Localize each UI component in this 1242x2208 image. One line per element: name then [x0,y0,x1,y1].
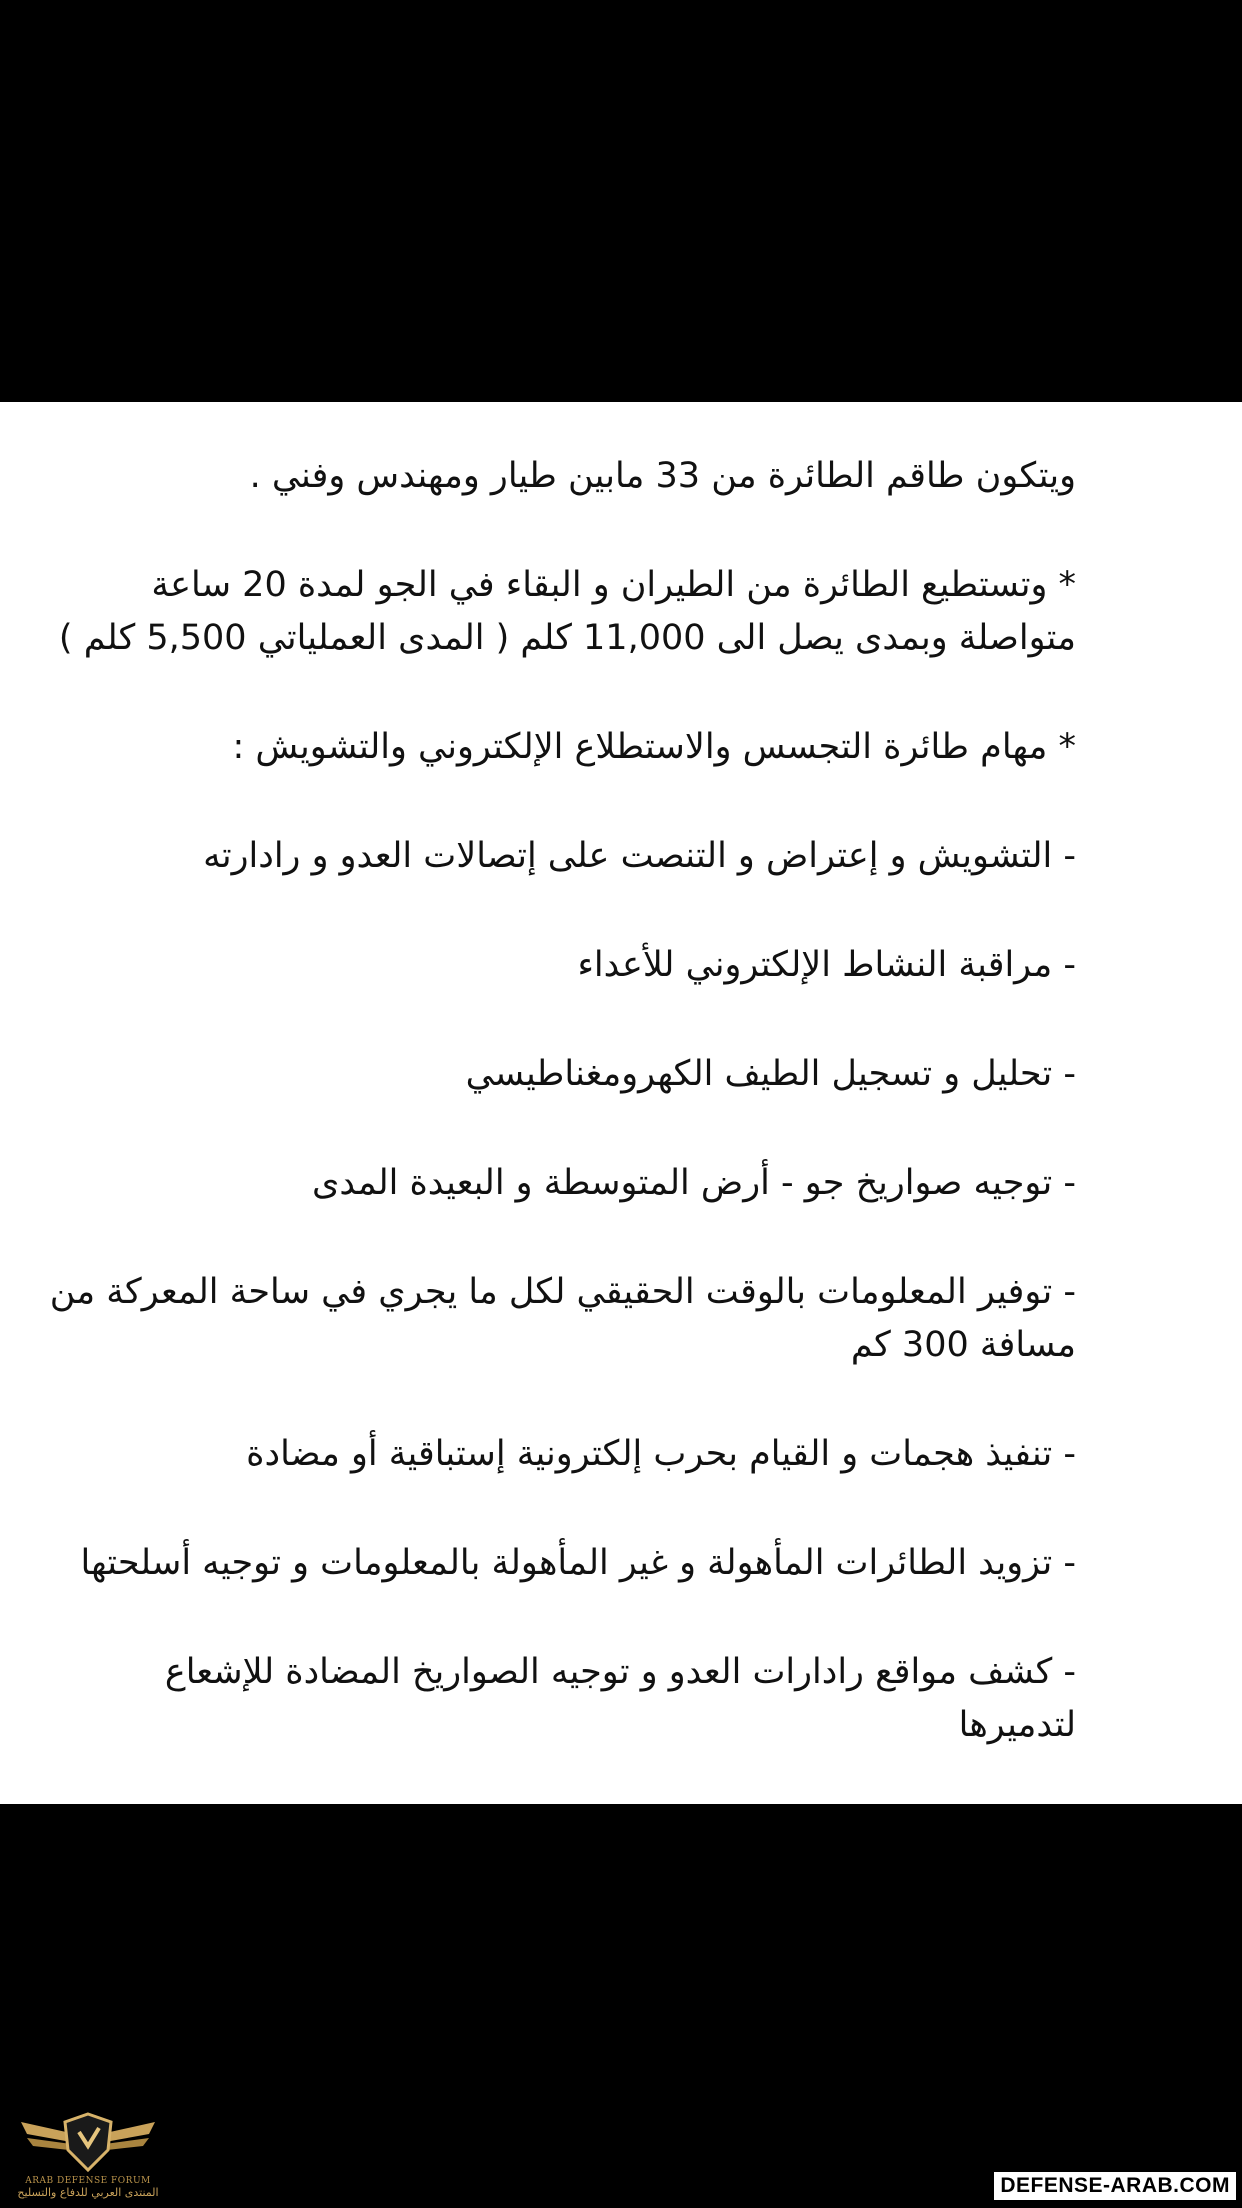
logo-arabic-name: المنتدى العربي للدفاع والتسليح [17,2186,159,2199]
list-item-realtime-info: - توفير المعلومات بالوقت الحقيقي لكل ما يجري في ساحة المعركة من مسافة 300 كم [38,1272,1076,1365]
list-item-monitoring: - مراقبة النشاط الإلكتروني للأعداء [577,945,1076,985]
list-item-radar-detection: - كشف مواقع رادارات العدو و توجيه الصواريخ المضادة للإشعاع لتدميرها [153,1652,1076,1745]
list-item-jamming: - التشويش و إعتراض و التنصت على إتصالات العدو و رادارته [203,836,1076,876]
forum-logo [8,2112,168,2204]
paragraph-crew: ويتكون طاقم الطائرة من 33 مابين طيار ومهندس وفني . [249,456,1076,496]
list-item-supply-aircraft: - تزويد الطائرات المأهولة و غير المأهولة بالمعلومات و توجيه أسلحتها [80,1543,1076,1583]
bottom-black-band [0,1804,1242,2208]
site-watermark: DEFENSE-ARAB.COM [992,2170,1238,2202]
winged-shield-icon [13,2112,163,2174]
logo-english-name: ARAB DEFENSE FORUM [25,2176,151,2186]
paragraph-missions-heading: * مهام طائرة التجسس والاستطلاع الإلكتروني والتشويش : [232,727,1076,767]
list-item-electronic-warfare: - تنفيذ هجمات و القيام بحرب إلكترونية إستباقية أو مضادة [246,1434,1076,1474]
list-item-missile-guidance: - توجيه صواريخ جو - أرض المتوسطة و البعيدة المدى [311,1163,1076,1203]
article-text [0,402,1242,1804]
list-item-spectrum: - تحليل و تسجيل الطيف الكهرومغناطيسي [465,1054,1076,1094]
paragraph-endurance-range: * وتستطيع الطائرة من الطيران و البقاء في الجو لمدة 20 ساعة متواصلة وبمدى يصل الى 11,000 كلم ( المدى العملياتي 5,500 كلم ) [58,565,1076,658]
top-black-band [0,0,1242,402]
